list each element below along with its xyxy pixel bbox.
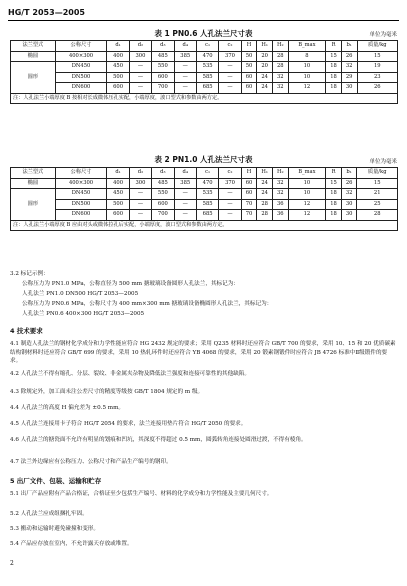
column-header: H bbox=[241, 168, 257, 179]
para-3-2-b: 人孔法兰 PN1.0 DN500 HG/T 2053—2005 bbox=[22, 291, 139, 297]
table-cell: 椭圆 bbox=[11, 178, 56, 189]
para-4-4: 4.4 人孔法兰的高度 H 偏允差为 ±0.5 mm。 bbox=[10, 405, 124, 411]
table-cell: 600 bbox=[107, 83, 129, 94]
table-cell: 700 bbox=[152, 210, 174, 221]
column-header: c₁ bbox=[196, 41, 218, 52]
table-cell: — bbox=[174, 72, 196, 83]
table-cell: 18 bbox=[326, 83, 342, 94]
table-cell: 60 bbox=[241, 178, 257, 189]
document-code: HG/T 2053—2005 bbox=[8, 8, 85, 17]
table1 bbox=[10, 40, 398, 104]
table-cell: — bbox=[219, 72, 241, 83]
para-4-3: 4.3 除规定外，加工面未注公差尺寸的精度等级按 GB/T 1804 规定的 m 级。 bbox=[10, 389, 204, 395]
table-cell: 30 bbox=[341, 83, 357, 94]
table-cell: 450 bbox=[107, 62, 129, 73]
table-cell: 15 bbox=[357, 51, 398, 62]
table-cell: 10 bbox=[288, 62, 326, 73]
table-cell: 685 bbox=[196, 83, 218, 94]
table-cell: 600 bbox=[107, 210, 129, 221]
table2 bbox=[10, 167, 398, 231]
table-cell: 685 bbox=[196, 210, 218, 221]
table-cell: 32 bbox=[341, 62, 357, 73]
table-cell: DN450 bbox=[55, 62, 107, 73]
para-5-2: 5.2 人孔法兰应成组捆扎牢固。 bbox=[10, 511, 88, 517]
table-cell: 32 bbox=[272, 83, 288, 94]
table-cell: 50 bbox=[241, 51, 257, 62]
table-cell: 600 bbox=[152, 72, 174, 83]
table-cell: 70 bbox=[241, 199, 257, 210]
column-header: d₃ bbox=[152, 168, 174, 179]
column-header: H₂ bbox=[272, 168, 288, 179]
table-cell: 60 bbox=[241, 189, 257, 200]
column-header: H₁ bbox=[257, 41, 273, 52]
table-cell: — bbox=[219, 210, 241, 221]
table-cell: — bbox=[174, 210, 196, 221]
table-cell: 30 bbox=[341, 199, 357, 210]
column-header: B_max bbox=[288, 41, 326, 52]
column-header: c₁ bbox=[196, 168, 218, 179]
column-header: H₁ bbox=[257, 168, 273, 179]
para-5-1: 5.1 出厂产品应附有产品合格证，合格证至少包括生产编号、材料的化学成分和力学性能及主要几何尺寸。 bbox=[10, 491, 273, 497]
table-cell: 36 bbox=[272, 210, 288, 221]
table-cell: — bbox=[129, 72, 151, 83]
table-cell: 10 bbox=[288, 178, 326, 189]
table-cell: 25 bbox=[357, 199, 398, 210]
para-3-2: 3.2 标记示例： bbox=[10, 271, 49, 277]
table-cell: 400 bbox=[107, 51, 129, 62]
table-cell: DN500 bbox=[55, 199, 107, 210]
table-cell: — bbox=[219, 83, 241, 94]
table-cell: 24 bbox=[257, 178, 273, 189]
table-cell: 32 bbox=[272, 72, 288, 83]
para-4-2: 4.2 人孔法兰不得有缩孔、分层、裂纹、非金属夹杂物及降低法兰强度和连接可靠性的其他缺陷。 bbox=[10, 371, 251, 377]
column-header: d₂ bbox=[129, 41, 151, 52]
para-4-7: 4.7 法兰外边缘应有公称压力、公称尺寸和产品生产编号的钢印。 bbox=[10, 459, 172, 465]
column-header: d₂ bbox=[129, 168, 151, 179]
table-cell: 585 bbox=[196, 199, 218, 210]
table-row bbox=[11, 83, 398, 94]
table-row bbox=[11, 72, 398, 83]
table-cell: 18 bbox=[326, 62, 342, 73]
table-cell: 36 bbox=[272, 199, 288, 210]
table-cell: 26 bbox=[341, 178, 357, 189]
table-cell: 450 bbox=[107, 189, 129, 200]
table-cell: DN600 bbox=[55, 83, 107, 94]
table1-unit: 单位为毫米 bbox=[369, 32, 397, 38]
table-cell: 29 bbox=[341, 72, 357, 83]
column-header: 法兰型式 bbox=[11, 41, 56, 52]
column-header: c₂ bbox=[219, 168, 241, 179]
table-cell: 500 bbox=[107, 72, 129, 83]
table-cell: 10 bbox=[288, 189, 326, 200]
column-header: d₃ bbox=[152, 41, 174, 52]
table-cell: 12 bbox=[288, 83, 326, 94]
column-header: d₁ bbox=[107, 41, 129, 52]
table-cell: 535 bbox=[196, 189, 218, 200]
table-row bbox=[11, 199, 398, 210]
table-cell: — bbox=[219, 62, 241, 73]
table-cell: 470 bbox=[196, 178, 218, 189]
table-cell: 300 bbox=[129, 51, 151, 62]
column-header: 公称尺寸 bbox=[55, 41, 107, 52]
column-header: 公称尺寸 bbox=[55, 168, 107, 179]
table-cell: — bbox=[219, 199, 241, 210]
table-cell: 385 bbox=[174, 51, 196, 62]
table-cell: — bbox=[174, 83, 196, 94]
table-cell: 370 bbox=[219, 178, 241, 189]
column-header: R bbox=[326, 168, 342, 179]
table-cell: — bbox=[174, 62, 196, 73]
table-cell: — bbox=[129, 83, 151, 94]
column-header: 法兰型式 bbox=[11, 168, 56, 179]
column-header: b₁ bbox=[341, 168, 357, 179]
table-cell: 485 bbox=[152, 51, 174, 62]
page-number: 2 bbox=[10, 560, 14, 567]
table-cell: 12 bbox=[288, 210, 326, 221]
table-cell: 圆形 bbox=[11, 189, 56, 221]
table-cell: DN450 bbox=[55, 189, 107, 200]
column-header: 质量/kg bbox=[357, 41, 398, 52]
table-cell: 24 bbox=[257, 189, 273, 200]
table-cell: 535 bbox=[196, 62, 218, 73]
column-header: d₄ bbox=[174, 41, 196, 52]
column-header: B_max bbox=[288, 168, 326, 179]
table1-caption: 表 1 PN0.6 人孔法兰尺寸表 bbox=[154, 29, 253, 38]
table-row bbox=[11, 178, 398, 189]
para-4-5: 4.5 人孔法兰连接用卡子符合 HG/T 2054 的要求，法兰连接用垫片符合 HG/T 2050 的要求。 bbox=[10, 421, 247, 427]
table-note-row bbox=[11, 93, 398, 104]
table-cell: 585 bbox=[196, 72, 218, 83]
table-row bbox=[11, 210, 398, 221]
table-cell: 23 bbox=[357, 72, 398, 83]
table-cell: 19 bbox=[357, 62, 398, 73]
column-header: d₄ bbox=[174, 168, 196, 179]
para-3-2-a: 公称压力为 PN1.0 MPa，公称直径为 500 mm 搪玻璃设备圆形人孔法兰，其标记为： bbox=[22, 281, 239, 287]
table-cell: — bbox=[129, 199, 151, 210]
table-row bbox=[11, 189, 398, 200]
table-cell: 21 bbox=[357, 189, 398, 200]
table-cell: 70 bbox=[241, 210, 257, 221]
table-cell: 12 bbox=[288, 199, 326, 210]
column-header: b₁ bbox=[341, 41, 357, 52]
table-cell: 圆形 bbox=[11, 62, 56, 94]
table-cell: 385 bbox=[174, 178, 196, 189]
section-5-heading: 5 出厂文件、包装、运输和贮存 bbox=[10, 477, 102, 485]
table-cell: — bbox=[129, 62, 151, 73]
table-cell: 400×300 bbox=[55, 51, 107, 62]
table-cell: 20 bbox=[257, 62, 273, 73]
table-header-row bbox=[11, 168, 398, 179]
table-header-row bbox=[11, 41, 398, 52]
table-note: 注：人孔法兰小端厚度 B 按相对长成微体压孔实配，小端厚度，波口型式和参数由两方定。 bbox=[11, 93, 398, 104]
table-cell: 24 bbox=[257, 72, 273, 83]
table-cell: 550 bbox=[152, 189, 174, 200]
table-cell: — bbox=[174, 189, 196, 200]
header-rule bbox=[8, 20, 399, 21]
table-cell: 28 bbox=[272, 51, 288, 62]
table-cell: 30 bbox=[341, 210, 357, 221]
table-cell: DN500 bbox=[55, 72, 107, 83]
column-header: R bbox=[326, 41, 342, 52]
table-cell: DN600 bbox=[55, 210, 107, 221]
table-cell: 28 bbox=[272, 62, 288, 73]
table-cell: 15 bbox=[357, 178, 398, 189]
para-3-2-d: 人孔法兰 PN0.6 400×300 HG/T 2053—2005 bbox=[22, 311, 145, 317]
table-cell: 400×300 bbox=[55, 178, 107, 189]
table-cell: 700 bbox=[152, 83, 174, 94]
para-4-6: 4.6 人孔法兰的搪瓷面不允许有明显的划痕和凹坑，其深度不得超过 0.5 mm，圆弧转角连接处圆滑过渡，不得有棱角。 bbox=[10, 437, 307, 443]
table-cell: 18 bbox=[326, 72, 342, 83]
table-cell: 60 bbox=[241, 72, 257, 83]
para-5-4: 5.4 产品应存放在室内，不允许露天存放或堆置。 bbox=[10, 541, 133, 547]
table-cell: 10 bbox=[288, 72, 326, 83]
table-note: 注：人孔法兰小端厚度 B 应由对头或微体拉孔后实配，小端厚度，波口型式和参数由两方定。 bbox=[11, 220, 398, 231]
table-cell: 32 bbox=[341, 189, 357, 200]
column-header: 质量/kg bbox=[357, 168, 398, 179]
table-cell: 550 bbox=[152, 62, 174, 73]
table-cell: 470 bbox=[196, 51, 218, 62]
table-cell: — bbox=[129, 189, 151, 200]
table2-unit: 单位为毫米 bbox=[369, 159, 397, 165]
table-cell: 18 bbox=[326, 189, 342, 200]
column-header: H₂ bbox=[272, 41, 288, 52]
table-cell: 400 bbox=[107, 178, 129, 189]
table-cell: — bbox=[219, 189, 241, 200]
table-cell: 8 bbox=[288, 51, 326, 62]
table-cell: 20 bbox=[257, 51, 273, 62]
table-row bbox=[11, 51, 398, 62]
column-header: d₁ bbox=[107, 168, 129, 179]
table-cell: 18 bbox=[326, 210, 342, 221]
table-cell: 485 bbox=[152, 178, 174, 189]
table-cell: — bbox=[174, 199, 196, 210]
table-cell: 28 bbox=[257, 210, 273, 221]
table-cell: 18 bbox=[326, 199, 342, 210]
table-note-row bbox=[11, 220, 398, 231]
table-row bbox=[11, 62, 398, 73]
table-cell: 28 bbox=[357, 210, 398, 221]
table-cell: 60 bbox=[241, 83, 257, 94]
table-cell: 24 bbox=[257, 83, 273, 94]
table-cell: 椭圆 bbox=[11, 51, 56, 62]
table-cell: 32 bbox=[272, 178, 288, 189]
table-cell: 15 bbox=[326, 178, 342, 189]
table-cell: 28 bbox=[257, 199, 273, 210]
para-3-2-c: 公称压力为 PN0.6 MPa，公称尺寸为 400 mm×300 mm 搪玻璃设备椭圆形人孔法兰，其标记为： bbox=[22, 301, 273, 307]
column-header: c₂ bbox=[219, 41, 241, 52]
table-cell: 26 bbox=[357, 83, 398, 94]
table-cell: 370 bbox=[219, 51, 241, 62]
table-cell: 32 bbox=[272, 189, 288, 200]
table-cell: 50 bbox=[241, 62, 257, 73]
column-header: H bbox=[241, 41, 257, 52]
table2-caption: 表 2 PN1.0 人孔法兰尺寸表 bbox=[154, 155, 253, 164]
table-cell: 15 bbox=[326, 51, 342, 62]
table-cell: — bbox=[129, 210, 151, 221]
table-cell: 26 bbox=[341, 51, 357, 62]
table-cell: 600 bbox=[152, 199, 174, 210]
section-4-heading: 4 技术要求 bbox=[10, 327, 43, 335]
para-5-3: 5.3 搬动和运输时避免碰撞和变形。 bbox=[10, 526, 99, 532]
table-cell: 300 bbox=[129, 178, 151, 189]
para-4-1: 4.1 制造人孔法兰的钢材化学成分和力学性能应符合 HG 2432 规定的要求；采用 Q235 材料时还应符合 GB/T 700 的要求，采用 10、15 和 20 优质碳素结构钢材料时还应符合 GB/T 699 的要求，采用 10 热轧环件时还应符合 YB 4068 的要求，采用 20 锻素钢锻件时应符合 JB 4726 标准中Ⅱ级锻件的要求。 bbox=[10, 341, 396, 364]
table-cell: 500 bbox=[107, 199, 129, 210]
